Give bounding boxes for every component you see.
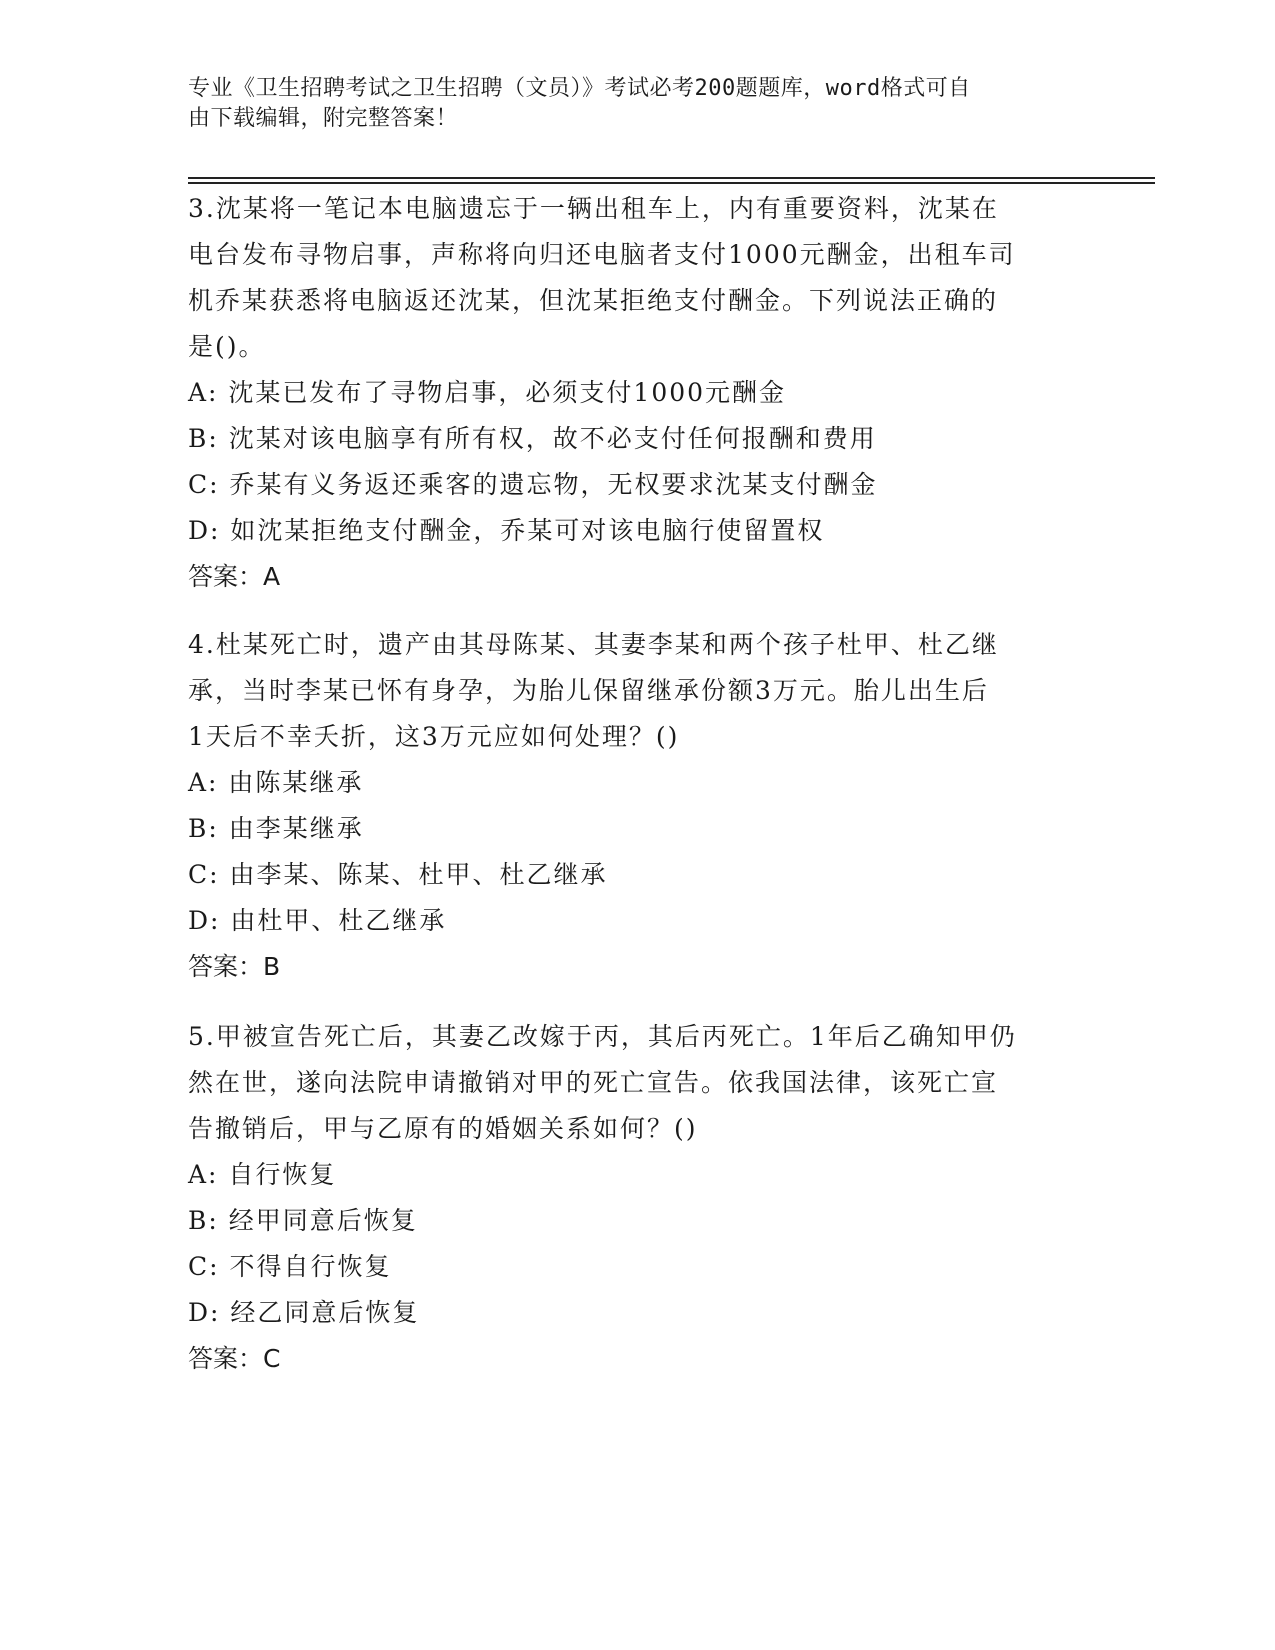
- question-4: [188, 622, 1088, 990]
- option-d: D: 由杜甲、杜乙继承: [188, 906, 447, 935]
- option-c: C: 由李某、陈某、杜甲、杜乙继承: [188, 860, 608, 889]
- question-text-line: 1天后不幸夭折，这3万元应如何处理？(): [188, 722, 680, 751]
- question-text-line: 机乔某获悉将电脑返还沈某，但沈某拒绝支付酬金。下列说法正确的: [188, 286, 999, 315]
- option-a: A: 沈某已发布了寻物启事，必须支付1000元酬金: [188, 378, 787, 407]
- question-text-line: 承，当时李某已怀有身孕，为胎儿保留继承份额3万元。胎儿出生后: [188, 676, 989, 705]
- answer-label: 答案：B: [188, 952, 281, 981]
- question-5: [188, 1014, 1088, 1382]
- question-text-line: 告撤销后，甲与乙原有的婚姻关系如何？(): [188, 1114, 698, 1143]
- question-text-line: 电台发布寻物启事，声称将向归还电脑者支付1000元酬金，出租车司: [188, 240, 1016, 269]
- option-a: A: 由陈某继承: [188, 768, 364, 797]
- question-3: [188, 186, 1088, 600]
- option-c: C: 乔某有义务返还乘客的遗忘物，无权要求沈某支付酬金: [188, 470, 878, 499]
- option-a: A: 自行恢复: [188, 1160, 337, 1189]
- answer-label: 答案：A: [188, 562, 281, 591]
- document-title-line-1: 专业《卫生招聘考试之卫生招聘（文员）》考试必考200题题库，word格式可自: [188, 76, 971, 101]
- option-d: D: 经乙同意后恢复: [188, 1298, 420, 1327]
- question-text-line: 4.杜某死亡时，遗产由其母陈某、其妻李某和两个孩子杜甲、杜乙继: [188, 630, 999, 659]
- question-text-line: 是()。: [188, 332, 266, 361]
- header-divider-bottom: [188, 182, 1155, 184]
- question-text-line: 然在世，遂向法院申请撤销对甲的死亡宣告。依我国法律，该死亡宣: [188, 1068, 999, 1097]
- answer-label: 答案：C: [188, 1344, 281, 1373]
- document-title-line-2: 由下载编辑，附完整答案！: [188, 106, 459, 131]
- option-b: B: 经甲同意后恢复: [188, 1206, 418, 1235]
- option-b: B: 沈某对该电脑享有所有权，故不必支付任何报酬和费用: [188, 424, 877, 453]
- option-c: C: 不得自行恢复: [188, 1252, 392, 1281]
- header-divider-top: [188, 177, 1155, 179]
- option-d: D: 如沈某拒绝支付酬金，乔某可对该电脑行使留置权: [188, 516, 825, 545]
- option-b: B: 由李某继承: [188, 814, 364, 843]
- question-text-line: 3.沈某将一笔记本电脑遗忘于一辆出租车上，内有重要资料，沈某在: [188, 194, 999, 223]
- question-text-line: 5.甲被宣告死亡后，其妻乙改嫁于丙，其后丙死亡。1年后乙确知甲仍: [188, 1022, 1017, 1051]
